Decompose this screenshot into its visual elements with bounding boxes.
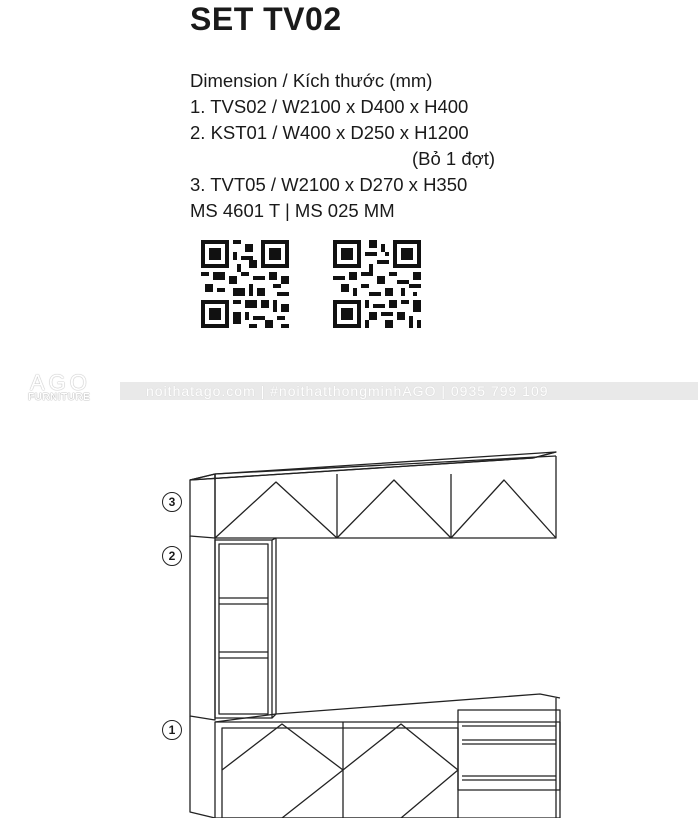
spec-heading: Dimension / Kích thước (mm) xyxy=(190,70,433,91)
color-codes: MS 4601 T | MS 025 MM xyxy=(190,200,395,221)
watermark-brand: FURNITURE xyxy=(28,392,91,403)
watermark-logo-text: AGO xyxy=(30,370,91,395)
marker-3: 3 xyxy=(162,492,182,512)
tv-console xyxy=(190,694,560,818)
watermark-text: noithatago.com | #noithatthongminhAGO | 0935 799 109 xyxy=(146,383,549,399)
spec-line-2-note: (Bỏ 1 đợt) xyxy=(412,148,496,169)
tall-shelf xyxy=(190,536,276,720)
page-title: SET TV02 xyxy=(190,1,342,37)
spec-line-2: 2. KST01 / W400 x D250 x H1200 xyxy=(190,122,469,143)
marker-1: 1 xyxy=(162,720,182,740)
marker-2: 2 xyxy=(162,546,182,566)
wall-cabinet xyxy=(190,452,556,538)
spec-line-1: 1. TVS02 / W2100 x D400 x H400 xyxy=(190,96,469,117)
spec-line-3: 3. TVT05 / W2100 x D270 x H350 xyxy=(190,174,468,195)
